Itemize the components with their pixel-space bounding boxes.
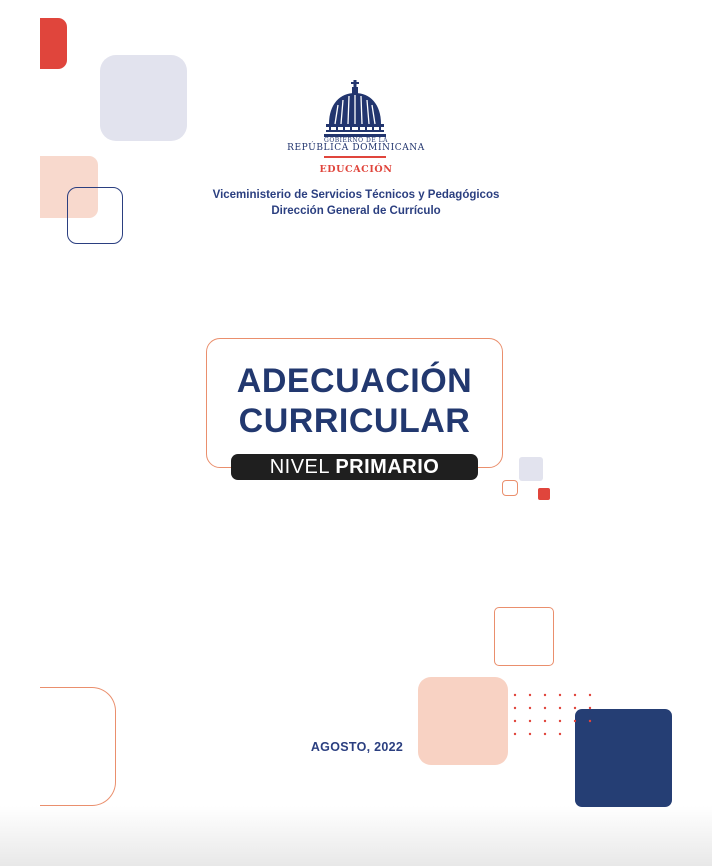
logo-divider [324, 156, 386, 158]
document-title-line-1: ADECUACIÓN [236, 362, 473, 400]
page-bottom-shadow [0, 806, 712, 866]
dot-grid-pattern [508, 690, 598, 740]
level-prefix: NIVEL [269, 456, 330, 478]
government-label: GOBIERNO DE LA [324, 137, 388, 144]
large-peach-square [418, 677, 508, 765]
small-lavender-square [519, 457, 543, 481]
lavender-square-shape [100, 55, 187, 141]
ministry-name: EDUCACIÓN [319, 164, 393, 175]
orange-outline-square [494, 607, 554, 666]
country-name: REPÚBLICA DOMINICANA [287, 143, 425, 153]
small-orange-outline-square [502, 480, 518, 496]
document-title-line-2: CURRICULAR [238, 402, 471, 440]
red-tab-shape [40, 18, 67, 69]
publication-date: AGOSTO, 2022 [310, 740, 404, 754]
level-banner [231, 454, 478, 480]
level-name: PRIMARIO [335, 456, 440, 478]
directorate-heading: Dirección General de Currículo [271, 205, 441, 217]
orange-outline-arch [40, 687, 116, 806]
government-dome-emblem-icon [322, 78, 388, 138]
vice-ministry-heading: Viceministerio de Servicios Técnicos y Pedagógicos [212, 189, 500, 201]
small-red-square [538, 488, 550, 500]
